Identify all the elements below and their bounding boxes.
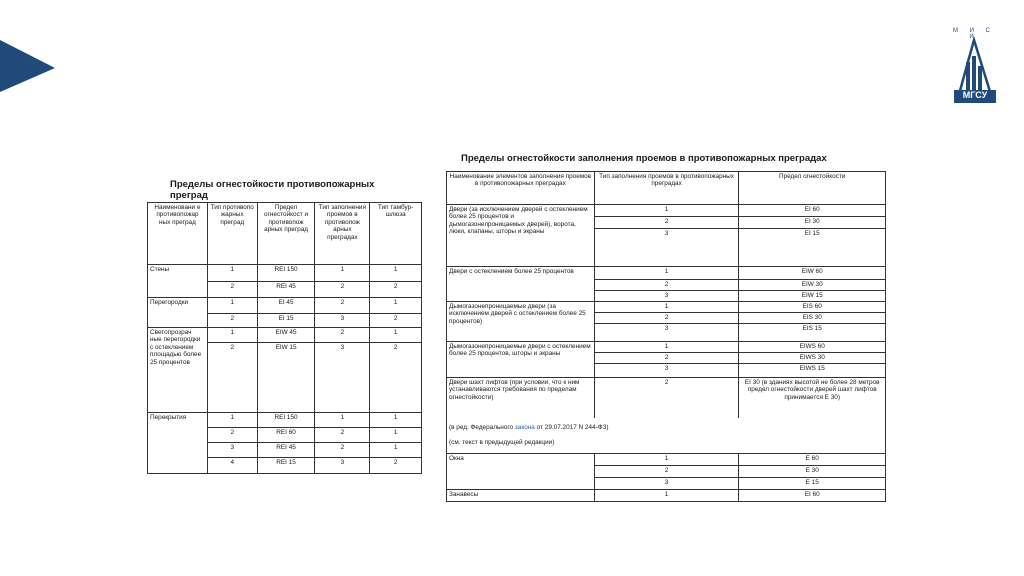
left-table-title: Пределы огнестойкости противопожарных преград (170, 179, 375, 201)
table-cell: EIWS 60 (739, 342, 886, 353)
table-cell: REI 15 (257, 458, 315, 474)
table-row (447, 342, 886, 353)
column-header: Наименовани е противопожар ных преград (148, 203, 208, 265)
table-cell: 2 (315, 328, 370, 343)
table-cell: 1 (594, 302, 739, 313)
table-cell: REI 60 (257, 428, 315, 443)
table-cell: 2 (594, 378, 739, 418)
table-header-row (447, 172, 886, 205)
table-cell: 1 (207, 265, 257, 282)
barrier-name: Стены (148, 265, 208, 298)
column-header: Тип тамбур-шлюза (370, 203, 422, 265)
barrier-name: Перегородки (148, 298, 208, 328)
table-cell: EI 30 (739, 217, 886, 229)
note-text: от 29.07.2017 N 244-ФЗ) (534, 424, 609, 432)
column-header: Тип заполнения проемов в противопожарных преградах (594, 172, 739, 205)
table-cell: 2 (207, 314, 257, 328)
logo-name: МГСУ (962, 90, 988, 100)
element-name: Дымогазонепроницаемые двери с остеклением более 25 процентов, шторы и экраны (447, 342, 595, 378)
column-header: Тип противопо жарных преград (207, 203, 257, 265)
element-name: Окна (447, 454, 595, 490)
column-header: Предел огнестойкост и противопож арных преград (257, 203, 315, 265)
element-name: Двери с остеклением более 25 процентов (447, 267, 595, 302)
table-cell: EI 45 (257, 298, 315, 314)
element-name: Двери шахт лифтов (при условии, что к ним устанавливаются требования по пределам огнестойкости) (447, 378, 595, 418)
table-cell: 2 (315, 428, 370, 443)
table-cell: 2 (370, 343, 422, 413)
table-cell: 3 (594, 324, 739, 342)
table-cell: 2 (594, 353, 739, 364)
table-cell: 2 (370, 282, 422, 298)
table-cell: EIW 15 (257, 343, 315, 413)
table-cell: 4 (207, 458, 257, 474)
table-cell: 2 (370, 314, 422, 328)
table-cell: 1 (370, 265, 422, 282)
table-cell: EIWS 15 (739, 364, 886, 378)
element-name: Двери (за исключением дверей с остеклением более 25 процентов и дымогазонепроницаемых дверей), ворота, люки, клапаны, шторы и экраны (447, 205, 595, 267)
table-row (447, 205, 886, 217)
table-cell: 1 (370, 328, 422, 343)
table-cell: 2 (207, 428, 257, 443)
table-cell: Е 60 (739, 454, 886, 466)
table-cell: EI 60 (739, 490, 886, 502)
table-cell: 1 (594, 205, 739, 217)
table-cell: 3 (315, 343, 370, 413)
table-cell: 1 (370, 443, 422, 458)
table-row (148, 265, 422, 282)
table-cell: EIWS 30 (739, 353, 886, 364)
table-cell: EIS 30 (739, 313, 886, 324)
table-cell: 2 (594, 313, 739, 324)
table-header-row (148, 203, 422, 265)
fire-barriers-table (147, 202, 422, 474)
barrier-name: Светопрозрач ные перегородки с остеклением площадью более 25 процентов (148, 328, 208, 413)
table-cell: 3 (315, 314, 370, 328)
table-cell: 2 (594, 217, 739, 229)
corner-triangle-decoration (0, 0, 60, 100)
table-note-row (447, 418, 886, 454)
openings-fill-table (446, 171, 886, 502)
table-row (447, 454, 886, 466)
table-cell: 3 (207, 443, 257, 458)
law-link[interactable]: закона (514, 424, 535, 432)
amendment-note (447, 418, 886, 454)
table-cell: REI 45 (257, 443, 315, 458)
table-cell: 1 (207, 298, 257, 314)
table-cell: 2 (370, 458, 422, 474)
table-cell: 1 (207, 413, 257, 428)
table-cell: REI 45 (257, 282, 315, 298)
table-cell: 2 (315, 282, 370, 298)
table-cell: 1 (370, 413, 422, 428)
table-cell: 3 (315, 458, 370, 474)
table-cell: Е 15 (739, 478, 886, 490)
table-row (447, 490, 886, 502)
table-cell: EIS 15 (739, 324, 886, 342)
table-row (148, 298, 422, 314)
logo-caption: М И С И (953, 28, 995, 40)
table-cell: 3 (594, 291, 739, 302)
element-name: Занавесы (447, 490, 595, 502)
table-cell: 1 (315, 413, 370, 428)
right-table-title: Пределы огнестойкости заполнения проемов в противопожарных преградах (461, 153, 827, 164)
table-cell: 1 (594, 267, 739, 280)
table-cell: 2 (207, 282, 257, 298)
table-cell: 1 (207, 328, 257, 343)
table-cell: EIS 60 (739, 302, 886, 313)
table-cell: 1 (594, 342, 739, 353)
table-cell: 2 (594, 280, 739, 291)
table-cell: 1 (315, 265, 370, 282)
barrier-name: Перекрытия (148, 413, 208, 474)
table-row (447, 302, 886, 313)
table-cell: EIW 60 (739, 267, 886, 280)
table-cell: 1 (370, 428, 422, 443)
previous-edition-note: (см. текст в предыдущей редакции) (449, 438, 555, 446)
column-header: Наименование элементов заполнения проемов в противопожарных преградах (447, 172, 595, 205)
table-cell: EI 15 (257, 314, 315, 328)
table-cell: REI 150 (257, 265, 315, 282)
mgsu-logo (948, 28, 1000, 104)
table-cell: Е 30 (739, 466, 886, 478)
table-cell: 3 (594, 478, 739, 490)
table-cell: 2 (315, 443, 370, 458)
table-cell: 1 (594, 490, 739, 502)
table-cell: 2 (207, 343, 257, 413)
table-cell: 1 (594, 454, 739, 466)
table-cell: EI 30 (в зданиях высотой не более 28 метров предел огнестойкости дверей шахт лифтов принимается Е 30) (739, 378, 886, 418)
table-cell: EI 15 (739, 229, 886, 267)
table-cell: 2 (315, 298, 370, 314)
note-text: (в ред. Федерального (449, 424, 515, 432)
table-row (148, 413, 422, 428)
element-name: Дымогазонепроницаемые двери (за исключением дверей с остеклением более 25 процентов) (447, 302, 595, 342)
column-header: Тип заполнения проемов в противопож арных преградах (315, 203, 370, 265)
table-row (447, 267, 886, 280)
table-cell: 3 (594, 229, 739, 267)
table-cell: 1 (370, 298, 422, 314)
table-row (447, 378, 886, 418)
table-row (148, 328, 422, 343)
table-cell: 3 (594, 364, 739, 378)
table-cell: EI 60 (739, 205, 886, 217)
table-cell: EIW 45 (257, 328, 315, 343)
table-cell: REI 150 (257, 413, 315, 428)
table-cell: EIW 30 (739, 280, 886, 291)
table-cell: EIW 15 (739, 291, 886, 302)
table-cell: 2 (594, 466, 739, 478)
column-header: Предел огнестойкости (739, 172, 886, 205)
